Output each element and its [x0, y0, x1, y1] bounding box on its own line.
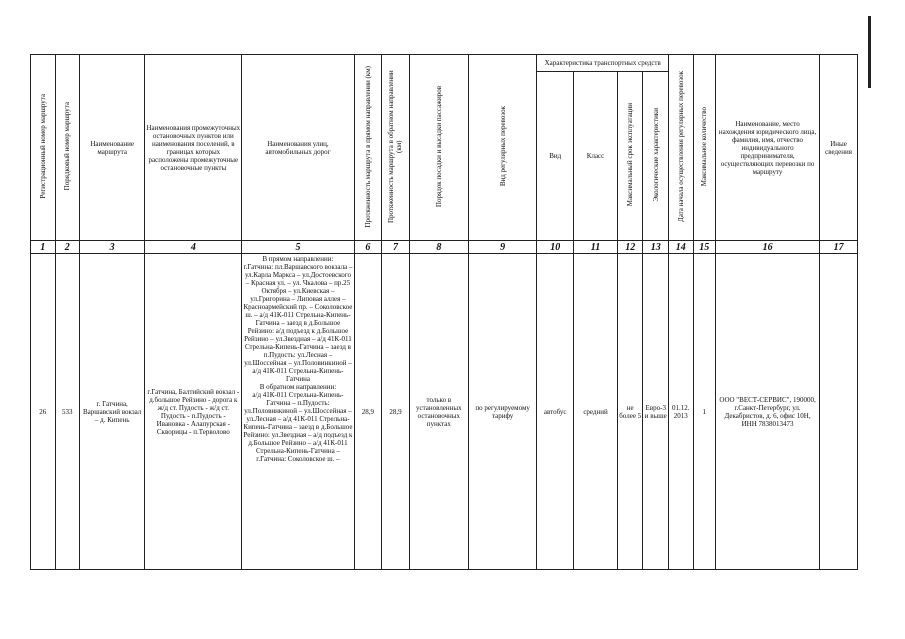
cell-operator: ООО "ВЕСТ-СЕРВИС", 190000, г.Санкт-Петербург, ул. Декабристов, д. 6, офис 10Н, ИНН 7838013473 — [716, 254, 820, 570]
header-eco: Экологические характеристики — [643, 72, 669, 241]
routes-table — [30, 54, 858, 570]
header-length-backward: Протяженность маршрута в обратном направлении (км) — [382, 55, 410, 241]
header-length-forward: Протяженность маршрута в прямом направлении (км) — [354, 55, 382, 241]
cell-length-forward: 28,9 — [354, 254, 382, 570]
header-vehicle-kind: Вид — [537, 72, 574, 241]
col-number: 3 — [80, 241, 145, 254]
margin-bar — [868, 16, 871, 88]
header-transport-type: Вид регулярных перевозок — [468, 55, 536, 241]
header-start-date: Дата начала осуществления регулярных перевозок — [669, 55, 694, 241]
col-number: 10 — [537, 241, 574, 254]
header-vehicle-class: Класс — [574, 72, 618, 241]
col-number: 4 — [145, 241, 242, 254]
cell-streets — [242, 254, 354, 570]
cell-eco: Евро-3 и выше — [643, 254, 669, 570]
col-number: 8 — [409, 241, 468, 254]
col-number: 2 — [55, 241, 80, 254]
streets-text: В прямом направлении: г.Гатчина: пл.Варшавского вокзала – ул.Карла Маркса – ул.Достоевского – Красная ул. – ул. Чкалова – пр.25 Октября – ул.Киевская – ул.Григорина – Липовая аллея – Красноармейский пр. – Соколовское ш. – а/д 41К-011 Стрельна-Кипень-Гатчина – заезд в д.Большое Рейзино: а/д подъезд к д.Большое Рейзино – ул.Звездная – а/д 41К-011 Стрельна-Кипень-Гатчина – заезд в п.Пудость: ул.Лесная – ул.Шоссейная – ул.Половинкиной – а/д 41К-011 Стрельна-Кипень-Гатчина В обратном направлении: а/д 41К-011 Стрельна-Кипень-Гатчина – п.Пудость: ул.Половинкиной – ул.Шоссейная – ул.Лесная – а/д 41К-011 Стрельна-Кипень-Гатчина – заезд в д.Большое Рейзино: ул.Звездная – а/д подъезд к д.Большое Рейзино – а/д 41К-011 Стрельна-Кипень-Гатчина – г.Гатчина: Соколовское ш. – — [243, 255, 353, 463]
col-number: 5 — [242, 241, 354, 254]
col-number: 12 — [617, 241, 643, 254]
header-order-number: Порядковый номер маршрута — [55, 55, 80, 241]
cell-start-date: 01.12. 2013 — [669, 254, 694, 570]
cell-stops: г.Гатчина, Балтийский вокзал - д.большое Рейзино - дорога к ж/д ст. Пудость - ж/д ст. Пудость - п.Пудость - Ивановка - Алапурская - Скворицы - п.Терволово — [145, 254, 242, 570]
header-stops: Наименования промежуточных остановочных пунктов или наименования поселений, в границах которых расположены промежуточные остановочные пункты — [145, 55, 242, 241]
cell-max-age: не более 5 — [617, 254, 643, 570]
cell-vehicle-kind: автобус — [537, 254, 574, 570]
table-row — [31, 254, 858, 570]
cell-order-number: 533 — [55, 254, 80, 570]
cell-route-name: г. Гатчина, Варшавский вокзал – д. Кипень — [80, 254, 145, 570]
col-number: 6 — [354, 241, 382, 254]
col-number: 16 — [716, 241, 820, 254]
column-number-row — [31, 241, 858, 254]
cell-reg-number: 26 — [31, 254, 56, 570]
header-reg-number: Регистрационный номер маршрута — [31, 55, 56, 241]
cell-vehicle-class: средний — [574, 254, 618, 570]
col-number: 1 — [31, 241, 56, 254]
header-boarding: Порядок посадки и высадки пассажиров — [409, 55, 468, 241]
col-number: 9 — [468, 241, 536, 254]
col-number: 11 — [574, 241, 618, 254]
header-max-count: Максимальное количество — [693, 55, 715, 241]
header-route-name: Наименование маршрута — [80, 55, 145, 241]
header-max-age: Максимальный срок эксплуатации — [617, 72, 643, 241]
cell-max-count: 1 — [693, 254, 715, 570]
col-number: 15 — [693, 241, 715, 254]
header-other: Иные сведения — [820, 55, 858, 241]
cell-other — [820, 254, 858, 570]
col-number: 14 — [669, 241, 694, 254]
col-number: 13 — [643, 241, 669, 254]
cell-length-backward: 28,9 — [382, 254, 410, 570]
cell-transport-type: по регулируемому тарифу — [468, 254, 536, 570]
col-number: 17 — [820, 241, 858, 254]
header-operator: Наименование, место нахождения юридического лица, фамилия, имя, отчество индивидуального предпринимателя, осуществляющих перевозки по маршруту — [716, 55, 820, 241]
col-number: 7 — [382, 241, 410, 254]
header-streets: Наименования улиц, автомобильных дорог — [242, 55, 354, 241]
cell-boarding: только в установленных остановочных пунктах — [409, 254, 468, 570]
header-transport-group: Характеристика транспортных средств — [537, 55, 669, 72]
